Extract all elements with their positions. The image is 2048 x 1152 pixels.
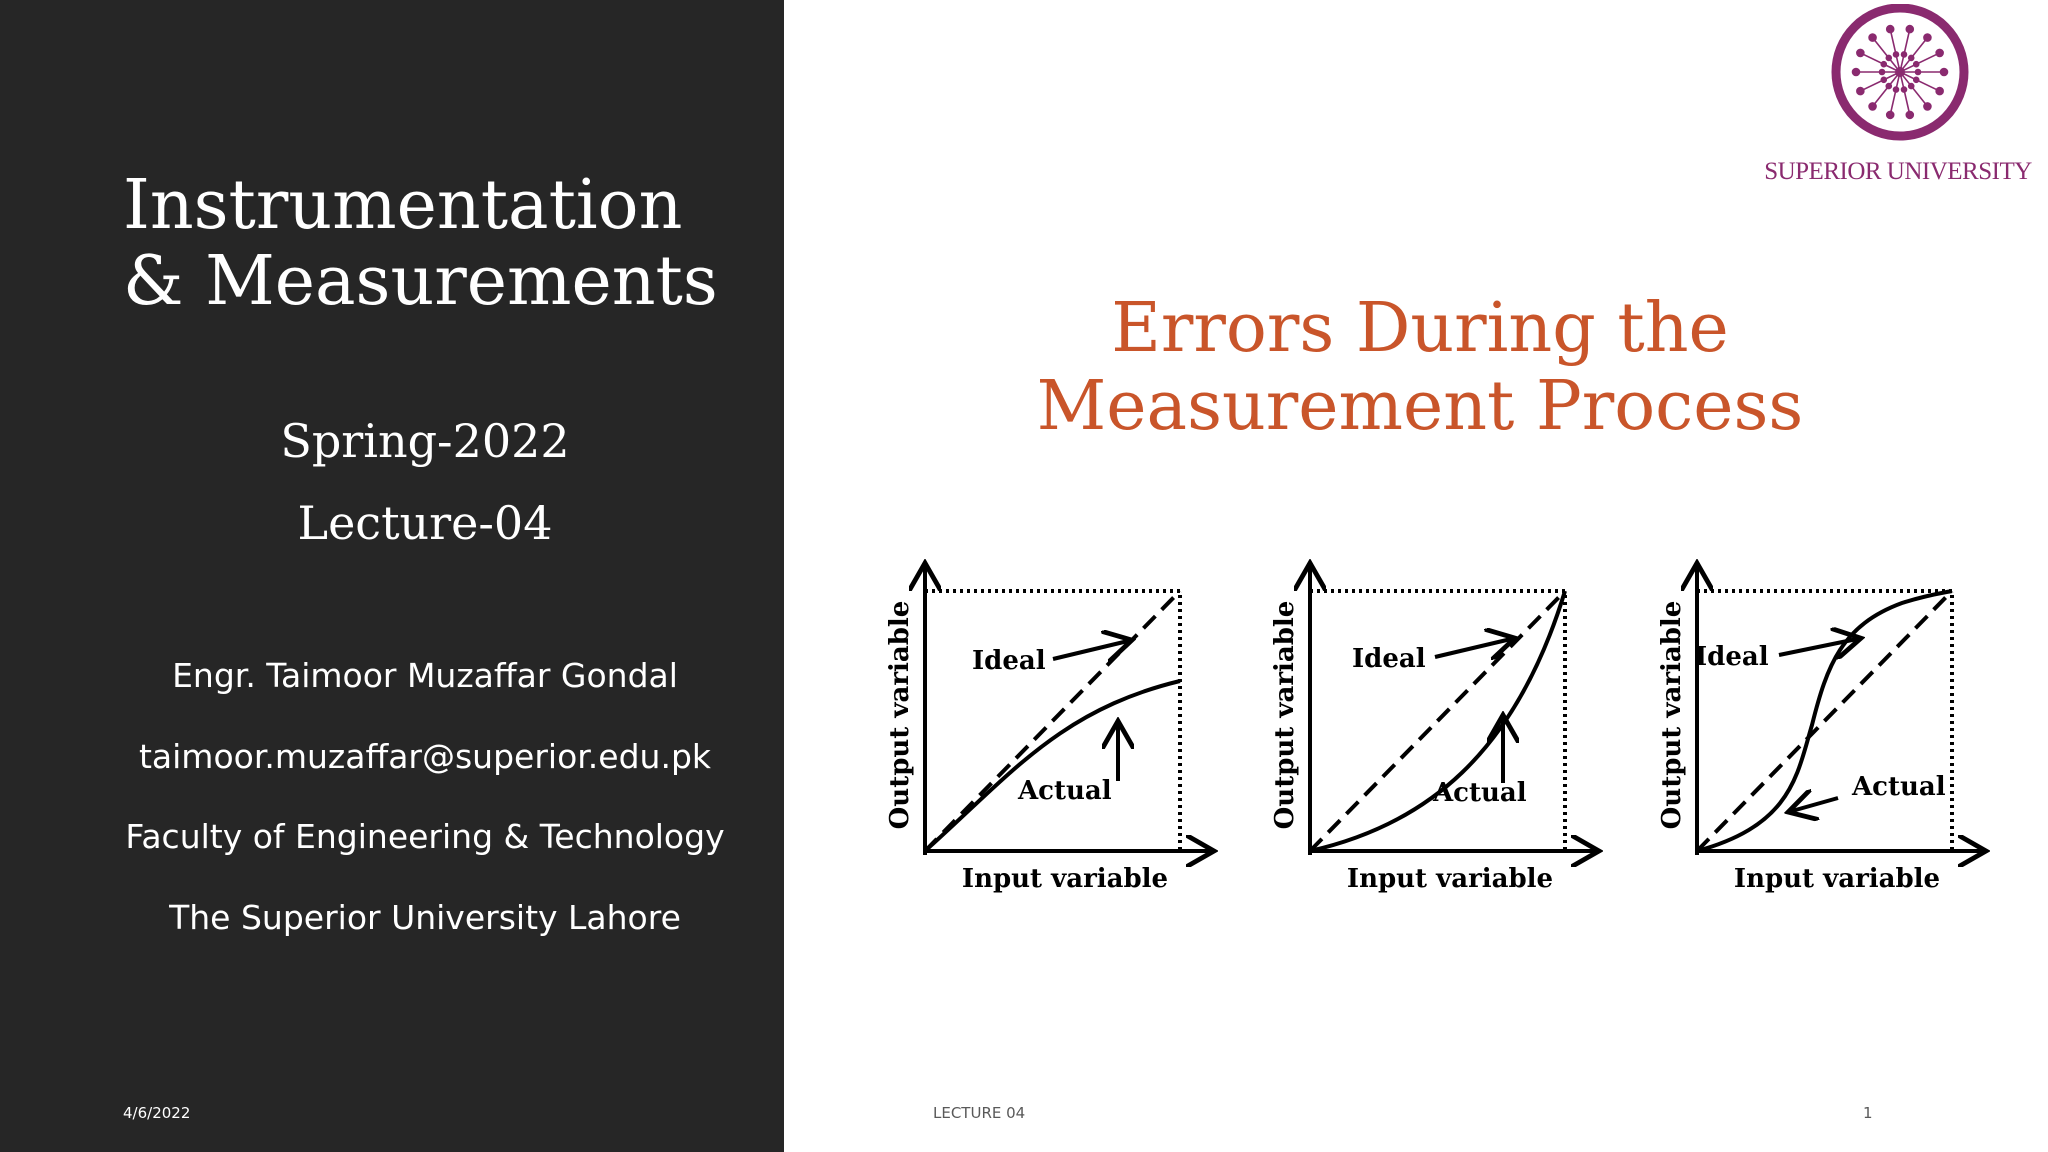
actual-label: Actual <box>1018 776 1112 806</box>
logo-node <box>1893 52 1898 57</box>
logo-node <box>1914 62 1919 67</box>
footer-date: 4/6/2022 <box>123 1104 191 1122</box>
logo-node <box>1916 70 1921 75</box>
logo-node <box>1902 52 1907 57</box>
actual-label: Actual <box>1433 778 1527 808</box>
actual-curve <box>925 681 1180 851</box>
ideal-label: Ideal <box>1352 644 1426 674</box>
footer-page-number: 1 <box>1863 1104 1873 1122</box>
university-name: The Superior University Lahore <box>169 898 681 937</box>
logo-node <box>1881 77 1886 82</box>
faculty-name: Faculty of Engineering & Technology <box>125 817 725 856</box>
ideal-arrow <box>1779 639 1857 655</box>
y-axis-label: Output variable <box>1657 600 1687 830</box>
course-title-line1: Instrumentation <box>123 166 683 245</box>
logo-node <box>1936 88 1943 95</box>
logo-node <box>1924 103 1931 110</box>
y-axis-label: Output variable <box>885 600 915 830</box>
course-title <box>123 168 763 320</box>
logo-node <box>1914 77 1919 82</box>
logo-node <box>1906 26 1913 33</box>
logo-node <box>1886 84 1891 89</box>
logo-node <box>1869 34 1876 41</box>
diagram-s-shaped <box>1657 567 1982 894</box>
error-diagrams <box>870 555 2010 900</box>
logo-node <box>1936 49 1943 56</box>
logo-node <box>1887 26 1894 33</box>
logo-node <box>1924 34 1931 41</box>
logo-node <box>1906 111 1913 118</box>
logo-node <box>1880 70 1885 75</box>
ideal-line <box>925 591 1180 851</box>
diagram-convex <box>1270 567 1595 894</box>
logo-node <box>1886 55 1891 60</box>
ideal-arrow <box>1435 639 1511 657</box>
slide-title <box>1000 290 1840 446</box>
logo-node <box>1869 103 1876 110</box>
instructor-name: Engr. Taimoor Muzaffar Gondal <box>172 656 678 695</box>
ideal-label: Ideal <box>972 646 1046 676</box>
logo-node <box>1857 88 1864 95</box>
logo-node <box>1909 84 1914 89</box>
ideal-label: Ideal <box>1695 642 1769 672</box>
logo-node <box>1893 87 1898 92</box>
logo-node <box>1909 55 1914 60</box>
instructor-email: taimoor.muzaffar@superior.edu.pk <box>138 737 712 776</box>
y-axis-label: Output variable <box>1270 600 1300 830</box>
ideal-line <box>1697 591 1952 851</box>
slide-title-line1: Errors During the <box>1111 289 1729 368</box>
lecture-number: Lecture-04 <box>297 496 553 550</box>
actual-label: Actual <box>1852 772 1946 802</box>
logo-node <box>1941 69 1948 76</box>
actual-arrow <box>1792 798 1838 811</box>
logo-node <box>1853 69 1860 76</box>
diagram-concave <box>885 567 1210 894</box>
x-axis-label: Input variable <box>1733 864 1941 894</box>
logo-node <box>1857 49 1864 56</box>
ideal-line <box>1310 591 1565 851</box>
logo-node <box>1887 111 1894 118</box>
logo-node <box>1881 62 1886 67</box>
footer-lecture-label: LECTURE 04 <box>933 1104 1026 1122</box>
x-axis-label: Input variable <box>1346 864 1554 894</box>
x-axis-label: Input variable <box>961 864 1169 894</box>
course-title-line2: & Measurements <box>123 242 718 321</box>
semester: Spring-2022 <box>280 414 570 468</box>
university-logo-text: SUPERIOR UNIVERSITY <box>1764 158 2032 185</box>
logo-node <box>1902 87 1907 92</box>
left-panel <box>0 0 784 1152</box>
slide-title-line2: Measurement Process <box>1036 367 1804 446</box>
